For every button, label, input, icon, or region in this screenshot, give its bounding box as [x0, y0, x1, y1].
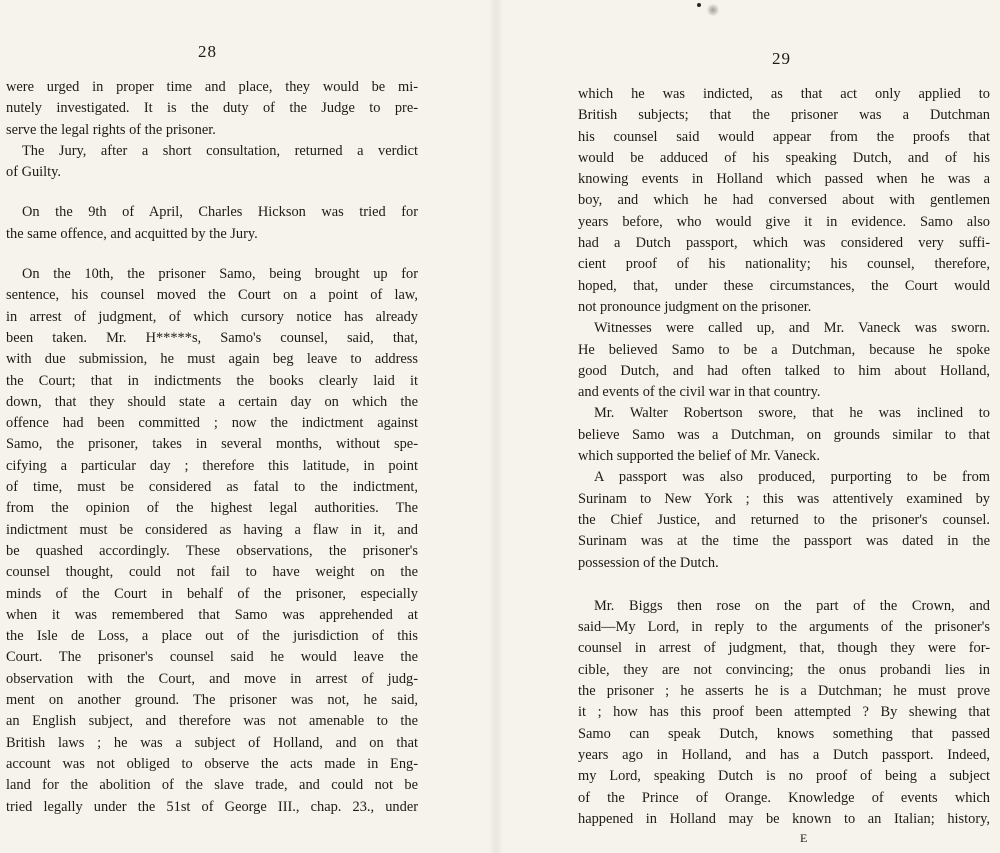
- text-line: Samo, the prisoner, takes in several months, without spe-: [6, 436, 418, 453]
- text-line: when it was remembered that Samo was apprehended at: [6, 606, 418, 623]
- text-line: the prisoner ; he asserts he is a Dutchman; he must prove: [578, 683, 990, 700]
- left-page: [0, 0, 490, 853]
- text-line: Surinam to New York ; this was attentively examined by: [578, 490, 990, 507]
- text-line: down, that they should state a certain day on which the: [6, 393, 418, 410]
- text-line: an English subject, and therefore was not amenable to the: [6, 713, 418, 730]
- text-line: cible, they are not convincing; the onus probandi lies in: [578, 661, 990, 678]
- text-line: tried legally under the 51st of George III., chap. 23., under: [6, 798, 418, 815]
- text-line: believe Samo was a Dutchman, on grounds similar to that: [578, 426, 990, 443]
- text-line: Witnesses were called up, and Mr. Vaneck was sworn.: [594, 320, 990, 337]
- text-line: it ; how has this proof been attempted ? By shewing that: [578, 704, 990, 721]
- text-line: offence had been committed ; now the indictment against: [6, 415, 418, 432]
- text-line: been taken. Mr. H*****s, Samo's counsel, said, that,: [6, 329, 418, 346]
- text-line: counsel thought, could not fail to have weight on the: [6, 564, 418, 581]
- text-line: minds of the Court in behalf of the prisoner, especially: [6, 585, 418, 602]
- text-line: years before, who would give it in evidence. Samo also: [578, 213, 990, 230]
- text-line: of Guilty.: [6, 164, 62, 181]
- text-line: knowing events in Holland which passed when he was a: [578, 171, 990, 188]
- text-line: A passport was also produced, purporting to be from: [594, 469, 990, 486]
- text-line: cifying a particular day ; therefore this latitude, in point: [6, 457, 418, 474]
- text-line: which supported the belief of Mr. Vaneck.: [578, 448, 820, 465]
- text-line: the Chief Justice, and returned to the prisoner's counsel.: [578, 511, 990, 528]
- signature-mark: E: [800, 831, 809, 845]
- text-line: boy, and which he had conversed about with gentlemen: [578, 192, 990, 209]
- text-line: had a Dutch passport, which was considered very suffi-: [578, 235, 990, 252]
- text-line: British subjects; that the prisoner was a Dutchman: [578, 107, 990, 124]
- left-page-number: 28: [198, 42, 217, 61]
- text-line: ment on another ground. The prisoner was not, he said,: [6, 692, 418, 709]
- text-line: in arrest of judgment, of which cursory notice has already: [6, 308, 418, 325]
- text-line: were urged in proper time and place, they would be mi-: [6, 79, 418, 95]
- right-page-number: 29: [772, 49, 791, 68]
- text-line: good Dutch, and had often talked to him about Holland,: [578, 362, 990, 379]
- text-line: said—My Lord, in reply to the arguments of the prisoner's: [578, 619, 990, 636]
- text-line: years ago in Holland, and has a Dutch passport. Indeed,: [578, 746, 990, 763]
- left-page-text: [6, 77, 418, 818]
- text-line: land for the abolition of the slave trade, and could not be: [6, 777, 418, 794]
- text-line: from the opinion of the highest legal authorities. The: [6, 500, 418, 517]
- text-line: hoped, that, under these circumstances, the Court would: [578, 277, 990, 294]
- text-line: cient proof of his nationality; his counsel, therefore,: [578, 256, 990, 273]
- text-line: observation with the Court, and move in arrest of judg-: [6, 670, 418, 687]
- text-line: account was not obliged to observe the acts made in Eng-: [6, 755, 418, 772]
- text-line: On the 10th, the prisoner Samo, being brought up for: [22, 266, 418, 283]
- text-line: He believed Samo to be a Dutchman, because he spoke: [578, 341, 990, 358]
- text-line: British laws ; he was a subject of Holland, and on that: [6, 734, 418, 751]
- text-line: nutely investigated. It is the duty of the Judge to pre-: [6, 100, 418, 117]
- text-line: would be adduced of his speaking Dutch, and of his: [578, 149, 990, 166]
- text-line: sentence, his counsel moved the Court on a point of law,: [6, 287, 418, 304]
- text-line: possession of the Dutch.: [578, 554, 719, 571]
- text-line: the Court; that in indictments the books clearly laid it: [6, 372, 418, 389]
- text-line: of time, must be considered as fatal to the indictment,: [6, 479, 418, 496]
- text-line: which he was indicted, as that act only applied to: [578, 86, 990, 102]
- text-line: not pronounce judgment on the prisoner.: [578, 298, 812, 315]
- text-line: be quashed accordingly. These observations, the prisoner's: [6, 542, 418, 559]
- text-line: The Jury, after a short consultation, returned a verdict: [22, 142, 418, 159]
- text-line: the same offence, and acquitted by the Jury.: [6, 225, 258, 242]
- text-line: Samo can speak Dutch, knows something that passed: [578, 725, 990, 742]
- text-line: On the 9th of April, Charles Hickson was tried for: [22, 204, 418, 221]
- text-line: serve the legal rights of the prisoner.: [6, 121, 216, 138]
- text-line: my Lord, speaking Dutch is no proof of being a subject: [578, 768, 990, 785]
- text-line: his counsel said would appear from the proofs that: [578, 128, 990, 145]
- text-line: Surinam was at the time the passport was dated in the: [578, 533, 990, 550]
- text-line: happened in Holland may be known to an Italian; history,: [578, 810, 990, 827]
- text-line: with due submission, he must again beg leave to address: [6, 351, 418, 368]
- text-line: and events of the civil war in that country.: [578, 384, 821, 401]
- right-page-text: [578, 84, 990, 830]
- text-line: Mr. Biggs then rose on the part of the Crown, and: [594, 597, 990, 614]
- text-line: Court. The prisoner's counsel said he would leave the: [6, 649, 418, 666]
- text-line: counsel in arrest of judgment, that, though they were for-: [578, 640, 990, 657]
- text-line: the Isle de Loss, a place out of the jurisdiction of this: [6, 628, 418, 645]
- text-line: indictment must be considered as having a flaw in it, and: [6, 521, 418, 538]
- right-page: [500, 0, 1000, 853]
- text-line: of the Prince of Orange. Knowledge of events which: [578, 789, 990, 806]
- text-line: Mr. Walter Robertson swore, that he was inclined to: [594, 405, 990, 422]
